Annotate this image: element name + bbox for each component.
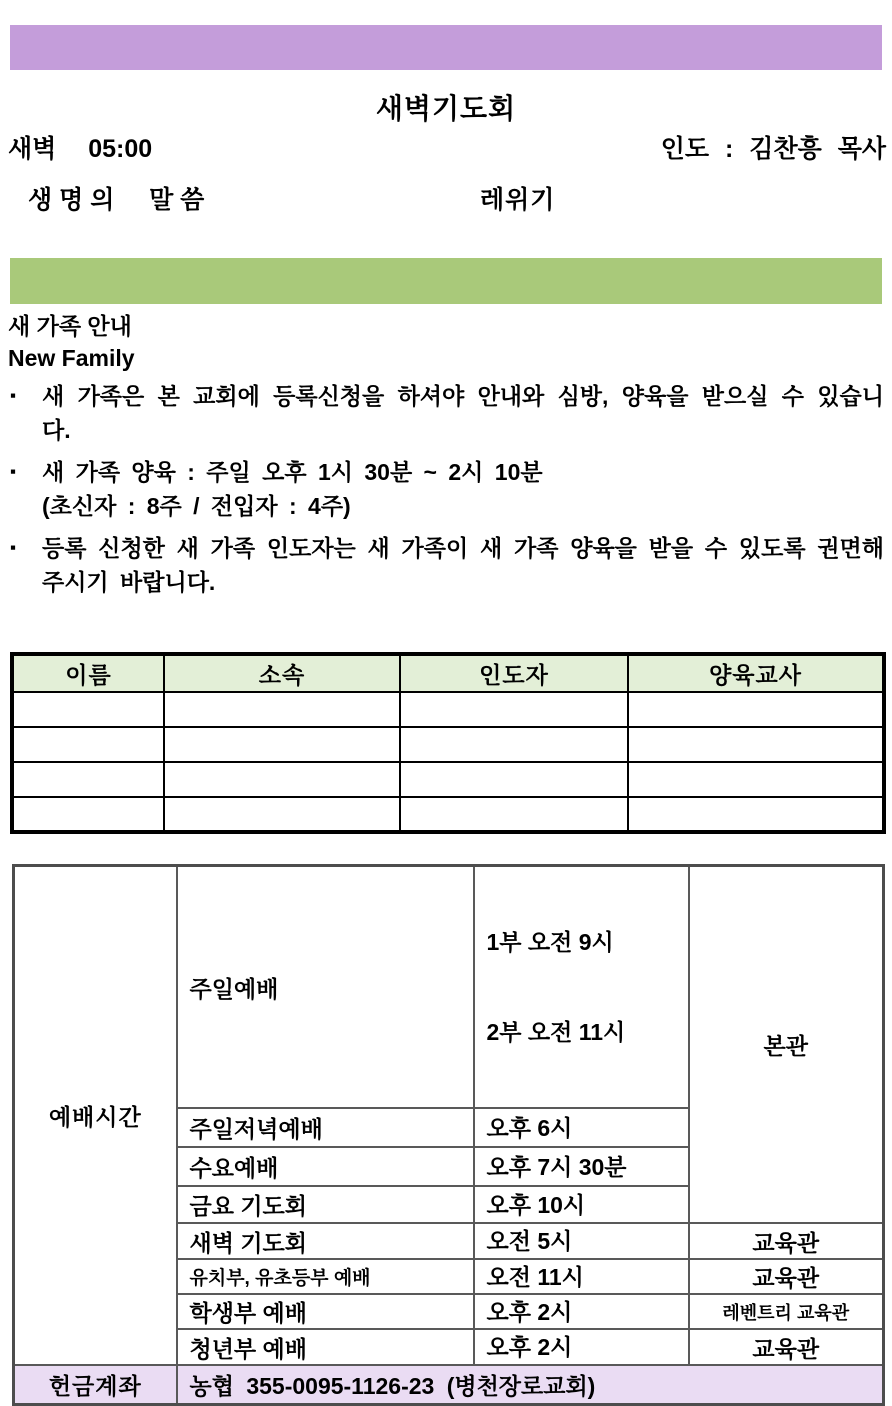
service-name: 주일저녁예배 (177, 1108, 474, 1147)
service-name: 새벽 기도회 (177, 1223, 474, 1259)
table-header-row (12, 654, 884, 692)
empty-cell (164, 797, 400, 832)
service-time (474, 866, 689, 1109)
empty-cell (628, 762, 884, 797)
new-family-section (8, 310, 884, 607)
green-section-bar (10, 258, 882, 304)
service-time: 오후 2시 (474, 1329, 689, 1365)
offering-account-label: 헌금계좌 (14, 1365, 177, 1404)
new-family-title-en: New Family (8, 345, 135, 371)
new-family-bullet-list (8, 379, 884, 599)
empty-cell (400, 692, 628, 727)
empty-cell (400, 762, 628, 797)
service-name: 학생부 예배 (177, 1294, 474, 1329)
registry-header-guide: 인도자 (400, 654, 628, 692)
service-place: 교육관 (689, 1259, 884, 1294)
bullet-square-icon: ▪ (10, 538, 17, 557)
table-row (14, 866, 884, 1109)
empty-cell (12, 762, 164, 797)
service-time: 오전 5시 (474, 1223, 689, 1259)
empty-cell (628, 797, 884, 832)
new-family-registry-table (10, 652, 886, 834)
empty-cell (164, 762, 400, 797)
bullet-text: 등록 신청한 새 가족 인도자는 새 가족이 새 가족 양육을 받을 수 있도록 권면해주시기 바랍니다. (42, 535, 884, 595)
service-place: 본관 (689, 866, 884, 1224)
empty-cell (164, 727, 400, 762)
list-item (8, 455, 884, 523)
service-name: 주일예배 (177, 866, 474, 1109)
list-item (8, 531, 884, 599)
offering-account-value: 농협 355-0095-1126-23 (병천장로교회) (177, 1365, 884, 1404)
registry-header-teacher: 양육교사 (628, 654, 884, 692)
bullet-text: 새 가족은 본 교회에 등록신청을 하셔야 안내와 심방, 양육을 받으실 수 있습니다. (42, 383, 884, 443)
service-times-table (12, 864, 885, 1406)
empty-cell (400, 797, 628, 832)
table-row (12, 797, 884, 832)
service-time: 오후 10시 (474, 1186, 689, 1223)
registry-header-name: 이름 (12, 654, 164, 692)
bullet-square-icon: ▪ (10, 462, 17, 481)
service-time-line: 1부 오전 9시 (486, 929, 614, 955)
service-name: 유치부, 유초등부 예배 (177, 1259, 474, 1294)
table-row (12, 762, 884, 797)
registry-header-group: 소속 (164, 654, 400, 692)
service-name: 수요예배 (177, 1147, 474, 1186)
new-family-title-ko: 새 가족 안내 (8, 313, 132, 339)
bullet-text: 새 가족 양육 : 주일 오후 1시 30분 ~ 2시 10분 (42, 459, 543, 485)
service-time-line: 2부 오전 11시 (486, 1019, 626, 1045)
service-time: 오후 6시 (474, 1108, 689, 1147)
service-place: 교육관 (689, 1329, 884, 1365)
word-of-life-label: 생 명 의 말 씀 (28, 186, 205, 214)
table-row (12, 692, 884, 727)
leader-label: 인도 : 김찬흥 목사 (660, 135, 886, 163)
service-place: 교육관 (689, 1223, 884, 1259)
scripture-book-label: 레위기 (480, 186, 556, 214)
service-time: 오후 2시 (474, 1294, 689, 1329)
time-leader-row (8, 129, 886, 165)
table-row (12, 727, 884, 762)
empty-cell (12, 797, 164, 832)
service-name: 금요 기도회 (177, 1186, 474, 1223)
empty-cell (628, 727, 884, 762)
empty-cell (400, 727, 628, 762)
bullet-text: (초신자 : 8주 / 전입자 : 4주) (42, 493, 351, 519)
service-time: 오후 7시 30분 (474, 1147, 689, 1186)
page-title: 새벽기도회 (375, 93, 517, 124)
service-time-label: 새벽 05:00 (8, 135, 153, 163)
service-times-header: 예배시간 (14, 866, 177, 1366)
bullet-square-icon: ▪ (10, 386, 17, 405)
empty-cell (12, 692, 164, 727)
service-place: 레벤트리 교육관 (689, 1294, 884, 1329)
offering-row (14, 1365, 884, 1404)
empty-cell (12, 727, 164, 762)
empty-cell (164, 692, 400, 727)
word-row (0, 180, 892, 267)
service-name: 청년부 예배 (177, 1329, 474, 1365)
empty-cell (628, 692, 884, 727)
list-item (8, 379, 884, 447)
purple-header-bar (10, 25, 882, 70)
service-time: 오전 11시 (474, 1259, 689, 1294)
